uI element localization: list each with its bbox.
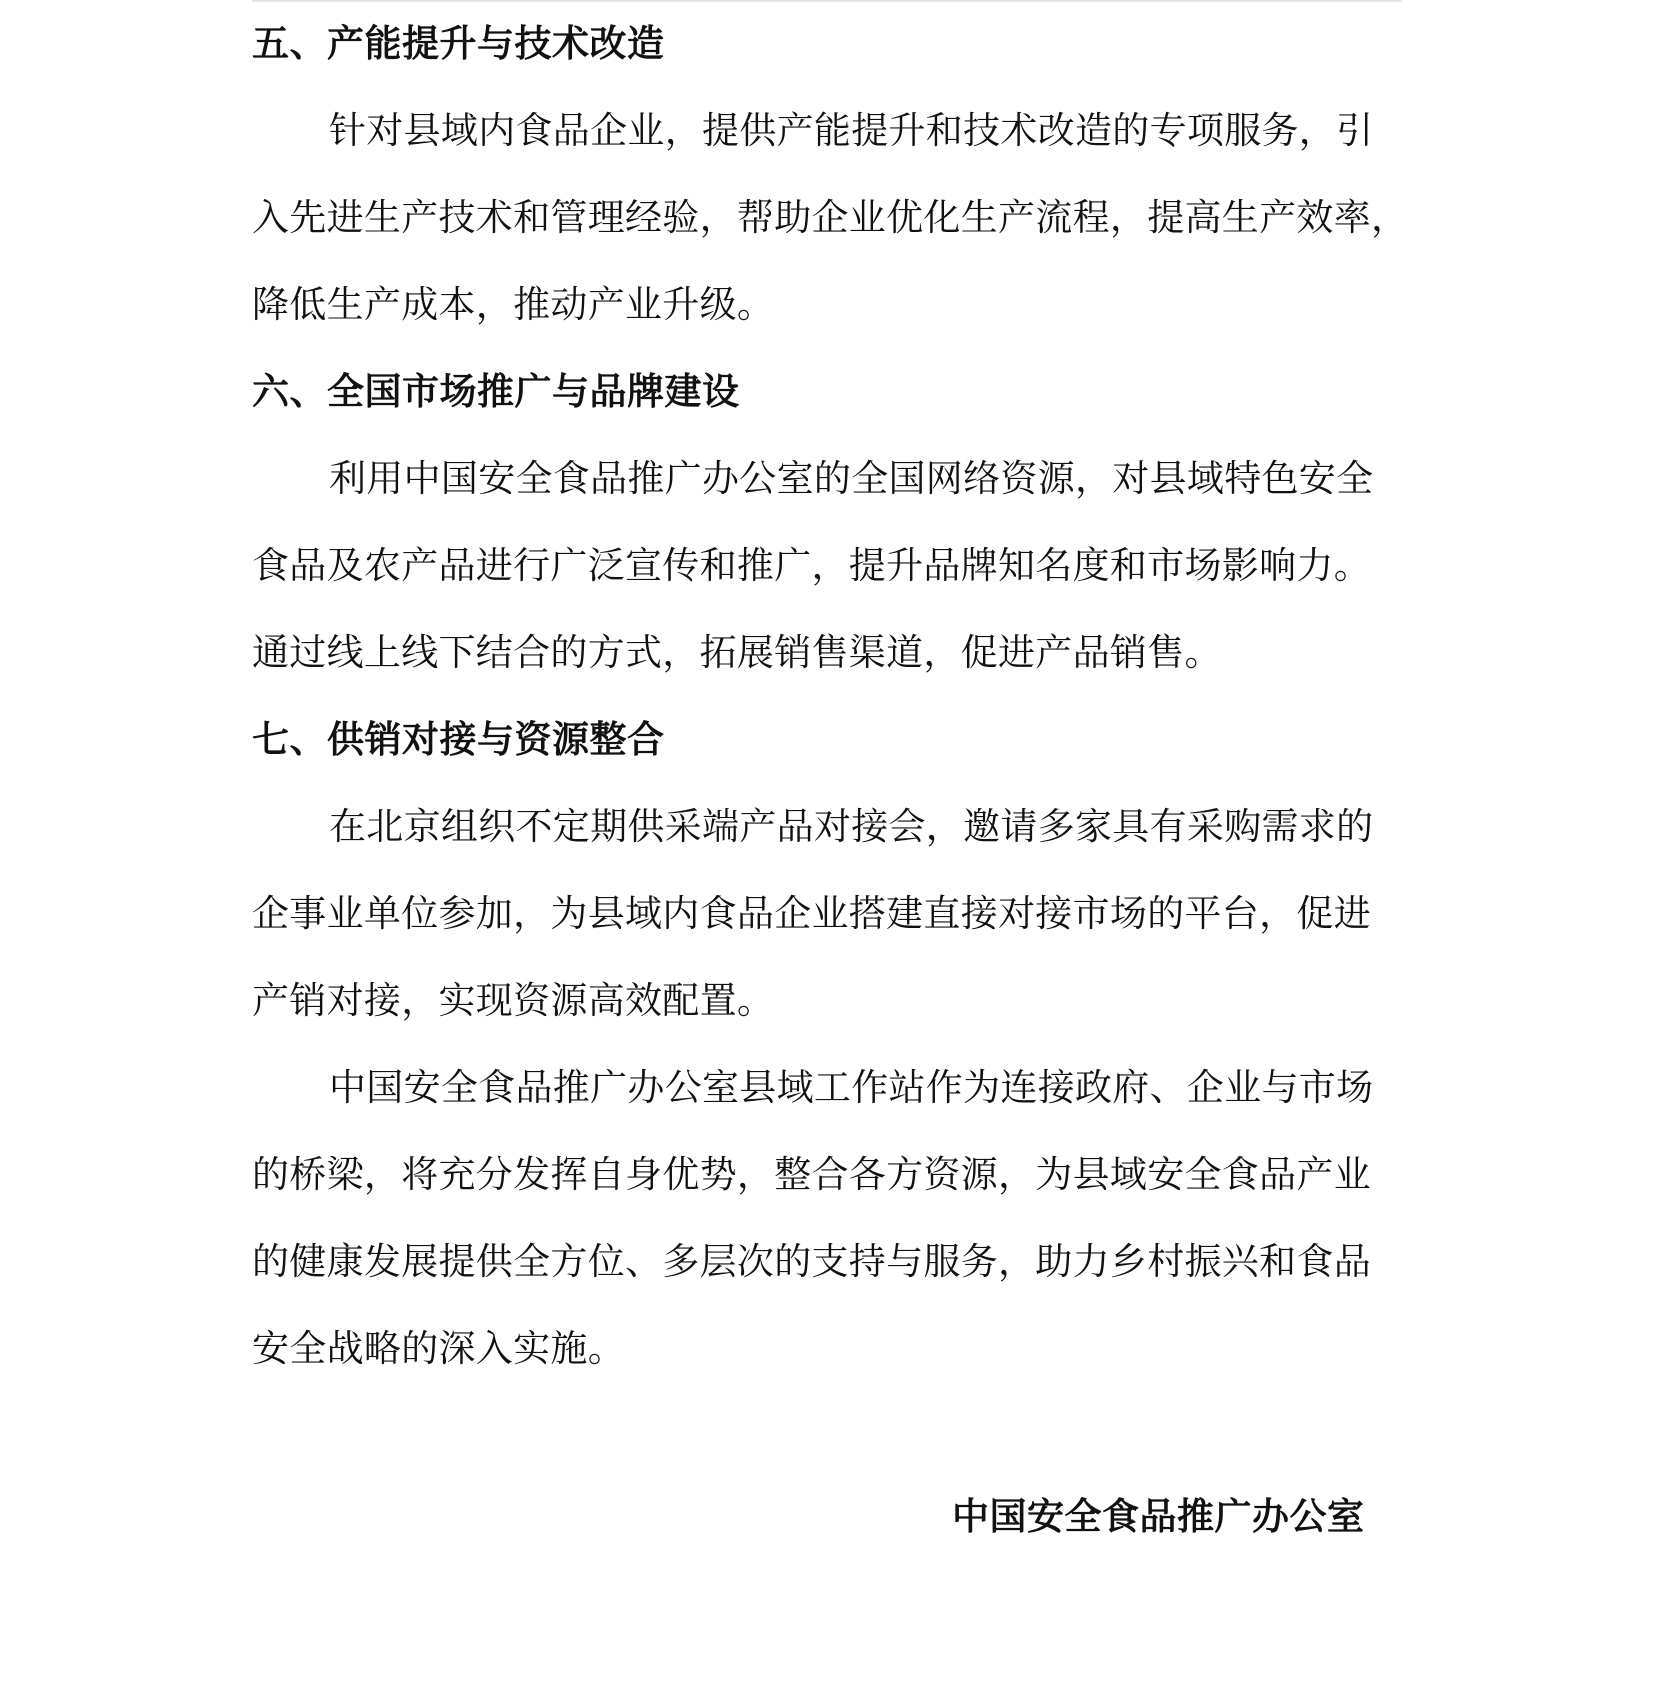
section-heading-5: 五、产能提升与技术改造 [252, 22, 665, 65]
paragraph-line: 食品及农产品进行广泛宣传和推广，提升品牌知名度和市场影响力。 [252, 544, 1371, 587]
paragraph-line: 针对县域内食品企业，提供产能提升和技术改造的专项服务，引 [329, 109, 1374, 152]
closing-paragraph [252, 1044, 1406, 1392]
paragraph-line: 企事业单位参加，为县域内食品企业搭建直接对接市场的平台，促进 [252, 892, 1371, 935]
paragraph-line: 中国安全食品推广办公室县域工作站作为连接政府、企业与市场 [329, 1066, 1374, 1109]
paragraph-line: 产销对接，实现资源高效配置。 [252, 979, 775, 1022]
section-paragraph-5 [252, 87, 1409, 348]
document-body [252, 0, 1409, 1392]
paragraph-line: 降低生产成本，推动产业升级。 [252, 283, 775, 326]
paragraph-line: 利用中国安全食品推广办公室的全国网络资源，对县域特色安全 [329, 457, 1374, 500]
signature-organization: 中国安全食品推广办公室 [952, 1495, 1365, 1538]
section-paragraph-7 [252, 783, 1406, 1044]
section-heading-6: 六、全国市场推广与品牌建设 [252, 370, 740, 413]
paragraph-line: 安全战略的深入实施。 [252, 1327, 625, 1370]
paragraph-line: 的桥梁，将充分发挥自身优势，整合各方资源，为县域安全食品产业 [252, 1153, 1371, 1196]
paragraph-line: 的健康发展提供全方位、多层次的支持与服务，助力乡村振兴和食品 [252, 1240, 1371, 1283]
paragraph-line: 入先进生产技术和管理经验，帮助企业优化生产流程，提高生产效率， [252, 196, 1409, 239]
paragraph-line: 通过线上线下结合的方式，拓展销售渠道，促进产品销售。 [252, 631, 1222, 674]
section-paragraph-6 [252, 435, 1406, 696]
paragraph-line: 在北京组织不定期供采端产品对接会，邀请多家具有采购需求的 [329, 805, 1374, 848]
section-heading-7: 七、供销对接与资源整合 [252, 718, 665, 761]
